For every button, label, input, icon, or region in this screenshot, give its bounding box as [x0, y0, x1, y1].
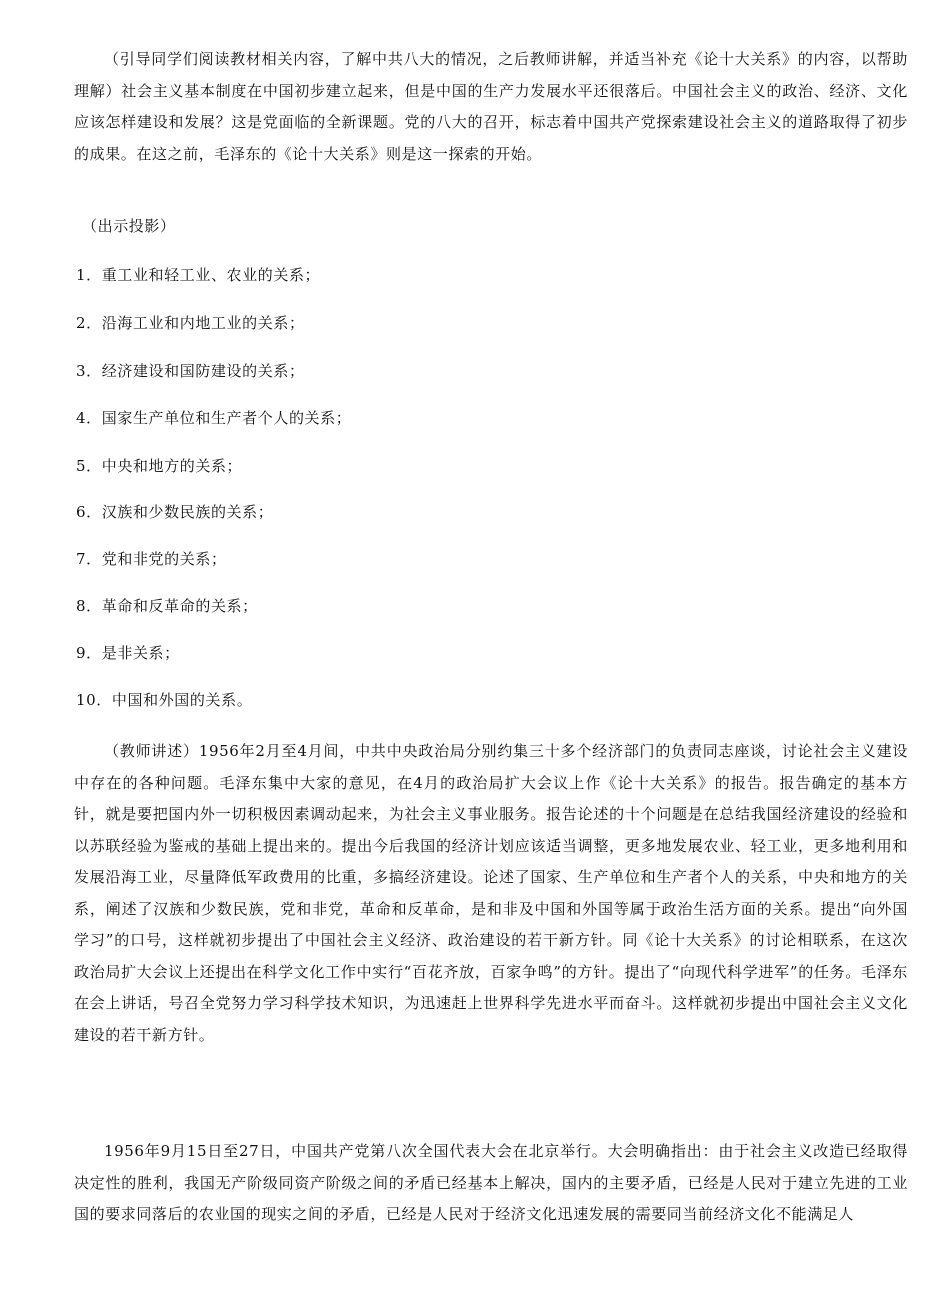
list-item-number: 8．: [76, 597, 102, 615]
list-item-number: 4．: [76, 409, 102, 427]
list-item-number: 3．: [76, 362, 102, 380]
list-item-text: 中国和外国的关系。: [111, 691, 253, 709]
list-item-number: 5．: [76, 457, 102, 475]
projection-label: （出示投影）: [82, 217, 176, 235]
list-item: [76, 502, 273, 522]
list-item: [76, 456, 242, 476]
list-item: [76, 643, 180, 663]
congress-paragraph: 1956年9月15日至27日，中国共产党第八次全国代表大会在北京举行。大会明确指出：由于社会主义改造已经取得决定性的胜利，我国无产阶级同资产阶级之间的矛盾已经基本上解决，国内的主要矛盾，已经是人民对于建立先进的工业国的要求同落后的农业国的现实之间的矛盾，已经是人民对于经济文化迅速发展的需要同当前经济文化不能满足人: [74, 1142, 908, 1223]
list-item-number: 6．: [76, 503, 102, 521]
list-item-text: 革命和反革命的关系；: [101, 597, 258, 615]
list-item: [76, 265, 320, 285]
list-item-number: 2．: [76, 314, 102, 332]
list-item-number: 7．: [76, 550, 102, 568]
list-item-text: 沿海工业和内地工业的关系；: [101, 314, 305, 332]
list-item-text: 经济建设和国防建设的关系；: [101, 362, 305, 380]
list-item-text: 汉族和少数民族的关系；: [101, 503, 274, 521]
list-item: [76, 549, 227, 569]
list-item: [76, 313, 305, 333]
teacher-narration-paragraph: （教师讲述）1956年2月至4月间，中共中央政治局分别约集三十多个经济部门的负责同志座谈，讨论社会主义建设中存在的各种问题。毛泽东集中大家的意见，在4月的政治局扩大会议上作《论十大关系》的报告。报告确定的基本方针，就是要把国内外一切积极因素调动起来，为社会主义事业服务。报告论述的十个问题是在总结我国经济建设的经验和以苏联经验为鉴戒的基础上提出来的。提出今后我国的经济计划应该适当调整，更多地发展农业、轻工业，更多地利用和发展沿海工业，尽量降低军政费用的比重，多搞经济建设。论述了国家、生产单位和生产者个人的关系，中央和地方的关系，阐述了汉族和少数民族，党和非党，革命和反革命，是和非及中国和外国等属于政治生活方面的关系。提出“向外国学习”的口号，这样就初步提出了中国社会主义经济、政治建设的若干新方针。同《论十大关系》的讨论相联系，在这次政治局扩大会议上还提出在科学文化工作中实行“百花齐放，百家争鸣”的方针。提出了“向现代科学进军”的任务。毛泽东在会上讲话，号召全党努力学习科学技术知识，为迅速赶上世界科学先进水平而奋斗。这样就初步提出中国社会主义文化建设的若干新方针。: [74, 742, 908, 1044]
list-item-text: 国家生产单位和生产者个人的关系；: [101, 409, 352, 427]
list-item-text: 是非关系；: [101, 644, 180, 662]
list-item-number: 10．: [76, 691, 112, 709]
list-item: [76, 690, 252, 710]
list-item-number: 1．: [76, 266, 102, 284]
list-item-text: 中央和地方的关系；: [101, 457, 243, 475]
intro-paragraph: （引导同学们阅读教材相关内容，了解中共八大的情况，之后教师讲解，并适当补充《论十大关系》的内容，以帮助理解）社会主义基本制度在中国初步建立起来，但是中国的生产力发展水平还很落后。中国社会主义的政治、经济、文化应该怎样建设和发展？这是党面临的全新课题。党的八大的召开，标志着中国共产党探索建设社会主义的道路取得了初步的成果。在这之前，毛泽东的《论十大关系》则是这一探索的开始。: [74, 50, 908, 163]
list-item-text: 党和非党的关系；: [101, 550, 227, 568]
list-item: [76, 596, 258, 616]
list-item-number: 9．: [76, 644, 102, 662]
list-item: [76, 408, 351, 428]
list-item-text: 重工业和轻工业、农业的关系；: [101, 266, 321, 284]
list-item: [76, 361, 305, 381]
